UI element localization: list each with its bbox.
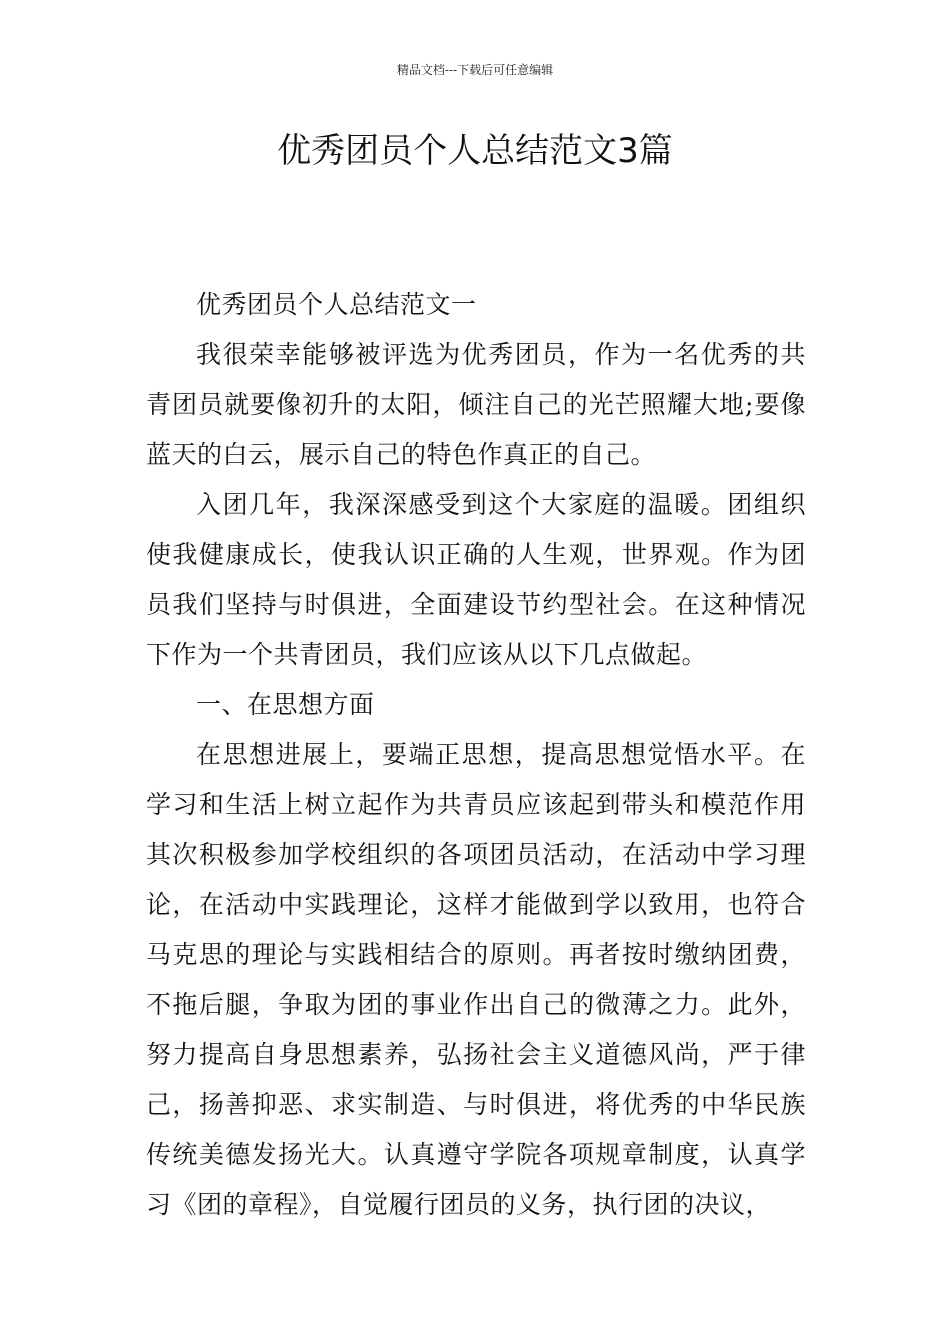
document-title: 优秀团员个人总结范文3篇 <box>277 131 673 171</box>
header-note: 精品文档---下载后可任意编辑 <box>396 63 554 77</box>
section-heading: 优秀团员个人总结范文一 <box>196 290 477 319</box>
paragraph: 入团几年，我深深感受到这个大家庭的温暖。团组织使我健康成长，使我认识正确的人生观，世界观。作为团员我们坚持与时俱进，全面建设节约型社会。在这种情况下作为一个共青团员，我们应该从以下几点做起。 <box>146 490 806 669</box>
subsection-heading: 一、在思想方面 <box>196 690 375 719</box>
paragraph: 我很荣幸能够被评选为优秀团员，作为一名优秀的共青团员就要像初升的太阳，倾注自己的光芒照耀大地;要像蓝天的白云，展示自己的特色作真正的自己。 <box>146 340 806 469</box>
document-body <box>146 280 806 1230</box>
paragraph: 在思想进展上，要端正思想，提高思想觉悟水平。在学习和生活上树立起作为共青员应该起到带头和模范作用其次积极参加学校组织的各项团员活动，在活动中学习理论，在活动中实践理论，这样才能做到学以致用，也符合马克思的理论与实践相结合的原则。再者按时缴纳团费，不拖后腿，争取为团的事业作出自己的微薄之力。此外，努力提高自身思想素养，弘扬社会主义道德风尚，严于律己，扬善抑恶、求实制造、与时俱进，将优秀的中华民族传统美德发扬光大。认真遵守学院各项规章制度，认真学习《团的章程》，自觉履行团员的义务，执行团的决议， <box>146 740 806 1219</box>
